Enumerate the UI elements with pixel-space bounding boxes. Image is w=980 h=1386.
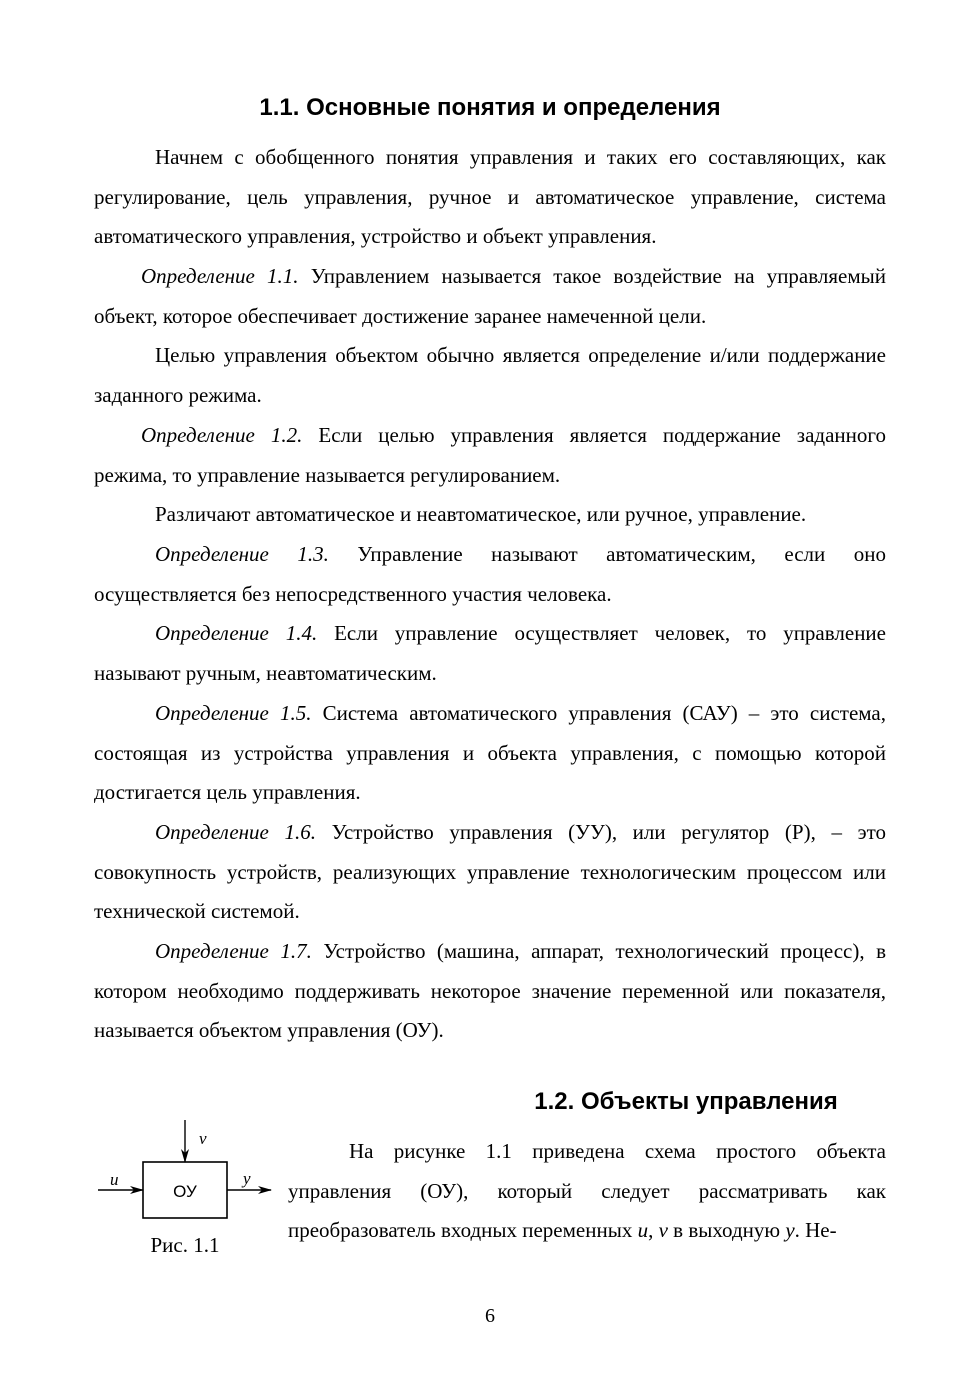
definition-1-7 [94,932,886,1051]
definition-1-1 [94,257,886,336]
definition-1-1-label: Определение 1.1. [141,264,299,288]
definition-1-1-text: Управлением называется такое воздействие на управляемый объект, которое обеспечивает достижение заранее намеченной цели. [94,264,886,328]
goal-paragraph [94,336,886,415]
distinguish-paragraph [94,495,886,535]
definition-1-4 [94,614,886,693]
section-1-2-paragraph [288,1132,886,1251]
section-1-1-title: 1.1. Основные понятия и определения [259,94,721,121]
output-y-label: y [243,1169,251,1188]
comma-separator: , [648,1218,659,1243]
figure-1-1-caption: Рис. 1.1 [150,1233,220,1257]
page-number: 6 [485,1305,495,1327]
definition-1-6-text: Устройство управления (УУ), или регулятор (Р), – это совокупность устройств, реализующих управление технологическим процессом или технической системой. [94,820,886,924]
definition-1-3 [94,535,886,614]
definition-1-3-label: Определение 1.3. [155,542,329,566]
definition-1-2 [94,416,886,495]
control-object-label: ОУ [173,1182,197,1201]
section-1-2-text-a: На рисунке 1.1 приведена схема простого объекта управления (ОУ), который следует рассматривать как преобразователь входных переменных [288,1139,886,1243]
input-u-label: u [110,1170,119,1189]
variable-y: y [785,1218,795,1243]
definition-1-6-label: Определение 1.6. [155,820,316,844]
definition-1-4-label: Определение 1.4. [155,621,318,645]
distinguish-text: Различают автоматическое и неавтоматическое, или ручное, управление. [155,502,807,526]
definition-1-3-text: Управление называют автоматическим, если оно осуществляется без непосредственного участия человека. [94,542,886,606]
definition-1-5 [94,694,886,813]
definition-1-7-label: Определение 1.7. [155,939,312,963]
definition-1-7-text: Устройство (машина, аппарат, технологический процесс), в котором необходимо поддерживать некоторое значение переменной или показателя, называется объектом управления (ОУ). [94,939,886,1043]
definition-1-6 [94,813,886,932]
section-1-2-text-c: . Не- [794,1218,837,1243]
definition-1-5-text: Система автоматического управления (САУ) – это система, состоящая из устройства управления и объекта управления, с помощью которой достигается цель управления. [94,701,886,805]
section-1-2-text-b: в выходную [667,1218,786,1243]
intro-text: Начнем с обобщенного понятия управления и таких его составляющих, как регулирование, цель управления, ручное и автоматическое управление, система автоматического управления, устройство и объект управления. [94,145,886,249]
section-1-2-title: 1.2. Объекты управления [534,1088,838,1115]
variable-v: v [658,1218,668,1243]
goal-text: Целью управления объектом обычно является определение и/или поддержание заданного режима. [94,343,886,407]
input-v-label: v [199,1129,207,1148]
definition-1-4-text: Если управление осуществляет человек, то управление называют ручным, неавтоматическим. [94,621,886,685]
intro-paragraph [94,138,886,257]
definition-1-5-label: Определение 1.5. [155,701,312,725]
definition-1-2-label: Определение 1.2. [141,423,303,447]
variable-u: u [637,1218,649,1243]
definition-1-2-text: Если целью управления является поддержание заданного режима, то управление называется регулированием. [94,423,886,487]
